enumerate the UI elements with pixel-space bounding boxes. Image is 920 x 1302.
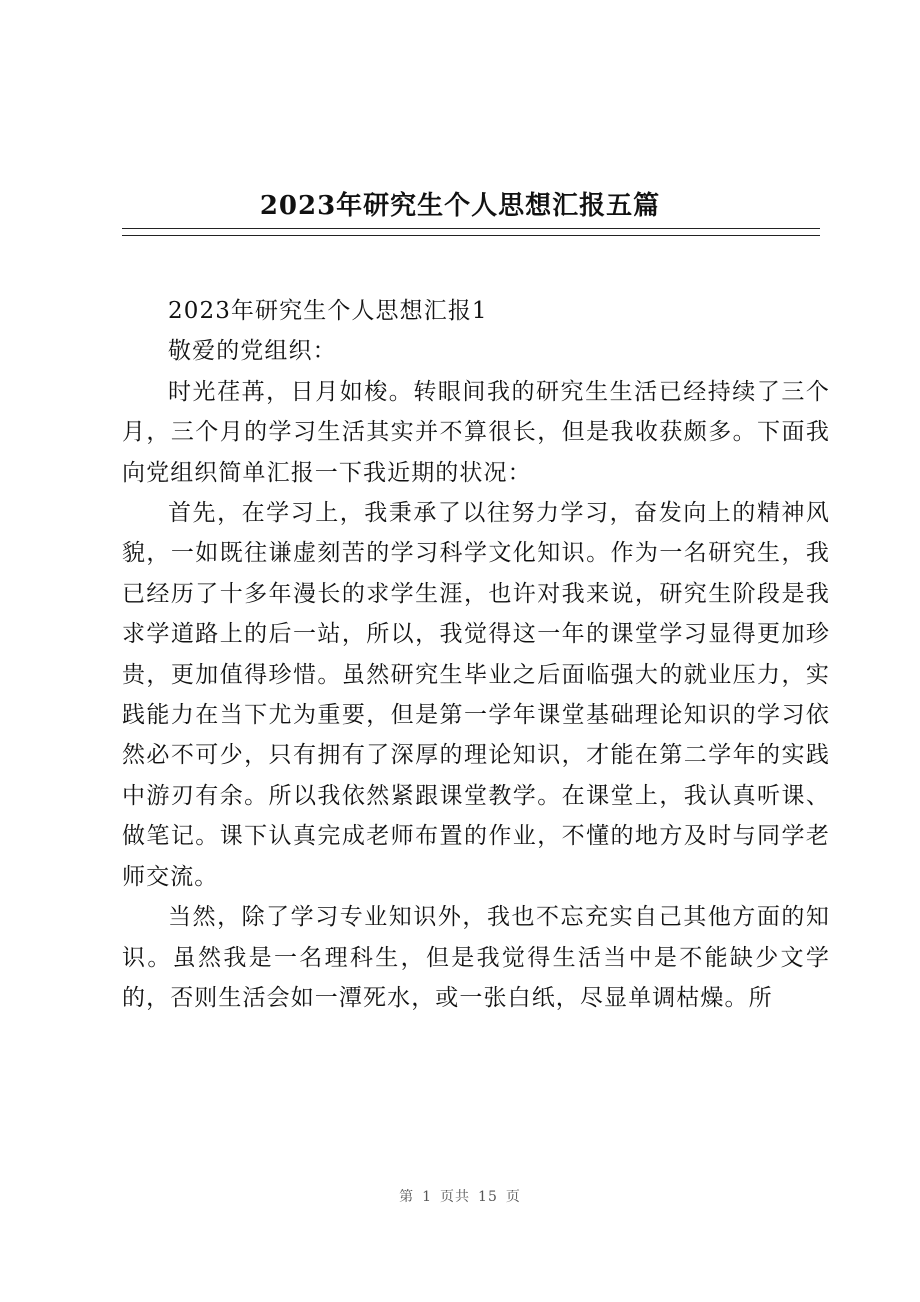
page-footer: [0, 1186, 920, 1206]
footer-label-end: 页: [505, 1189, 521, 1205]
title-double-rule: [122, 228, 820, 236]
paragraph: 时光荏苒，日月如梭。转眼间我的研究生生活已经持续了三个月，三个月的学习生活其实并不算很长，但是我收获颇多。下面我向党组织简单汇报一下我近期的状况：: [122, 378, 830, 486]
document-title: 2023年研究生个人思想汇报五篇: [259, 191, 661, 221]
footer-label-page: 第: [399, 1189, 415, 1205]
footer-total-pages: 15: [478, 1189, 498, 1205]
paragraph: 当然，除了学习专业知识外，我也不忘充实自己其他方面的知识。虽然我是一名理科生，但是我觉得生活当中是不能缺少文学的，否则生活会如一潭死水，或一张白纸，尽显单调枯燥。所: [122, 904, 830, 1011]
section-heading: 2023年研究生个人思想汇报1: [168, 298, 488, 324]
footer-current-page: 1: [422, 1189, 433, 1205]
document-body: [122, 291, 830, 1018]
salutation: 敬爱的党组织：: [168, 338, 337, 365]
paragraph: 首先，在学习上，我秉承了以往努力学习，奋发向上的精神风貌，一如既往谦虚刻苦的学习科学文化知识。作为一名研究生，我已经历了十多年漫长的求学生涯，也许对我来说，研究生阶段是我求学道路上的后一站，所以，我觉得这一年的课堂学习显得更加珍贵，更加值得珍惜。虽然研究生毕业之后面临强大的就业压力，实践能力在当下尤为重要，但是第一学年课堂基础理论知识的学习依然必不可少，只有拥有了深厚的理论知识，才能在第二学年的实践中游刃有余。所以我依然紧跟课堂教学。在课堂上，我认真听课、做笔记。课下认真完成老师布置的作业，不懂的地方及时与同学老师交流。: [122, 500, 830, 890]
footer-label-of: 页共: [440, 1189, 471, 1205]
